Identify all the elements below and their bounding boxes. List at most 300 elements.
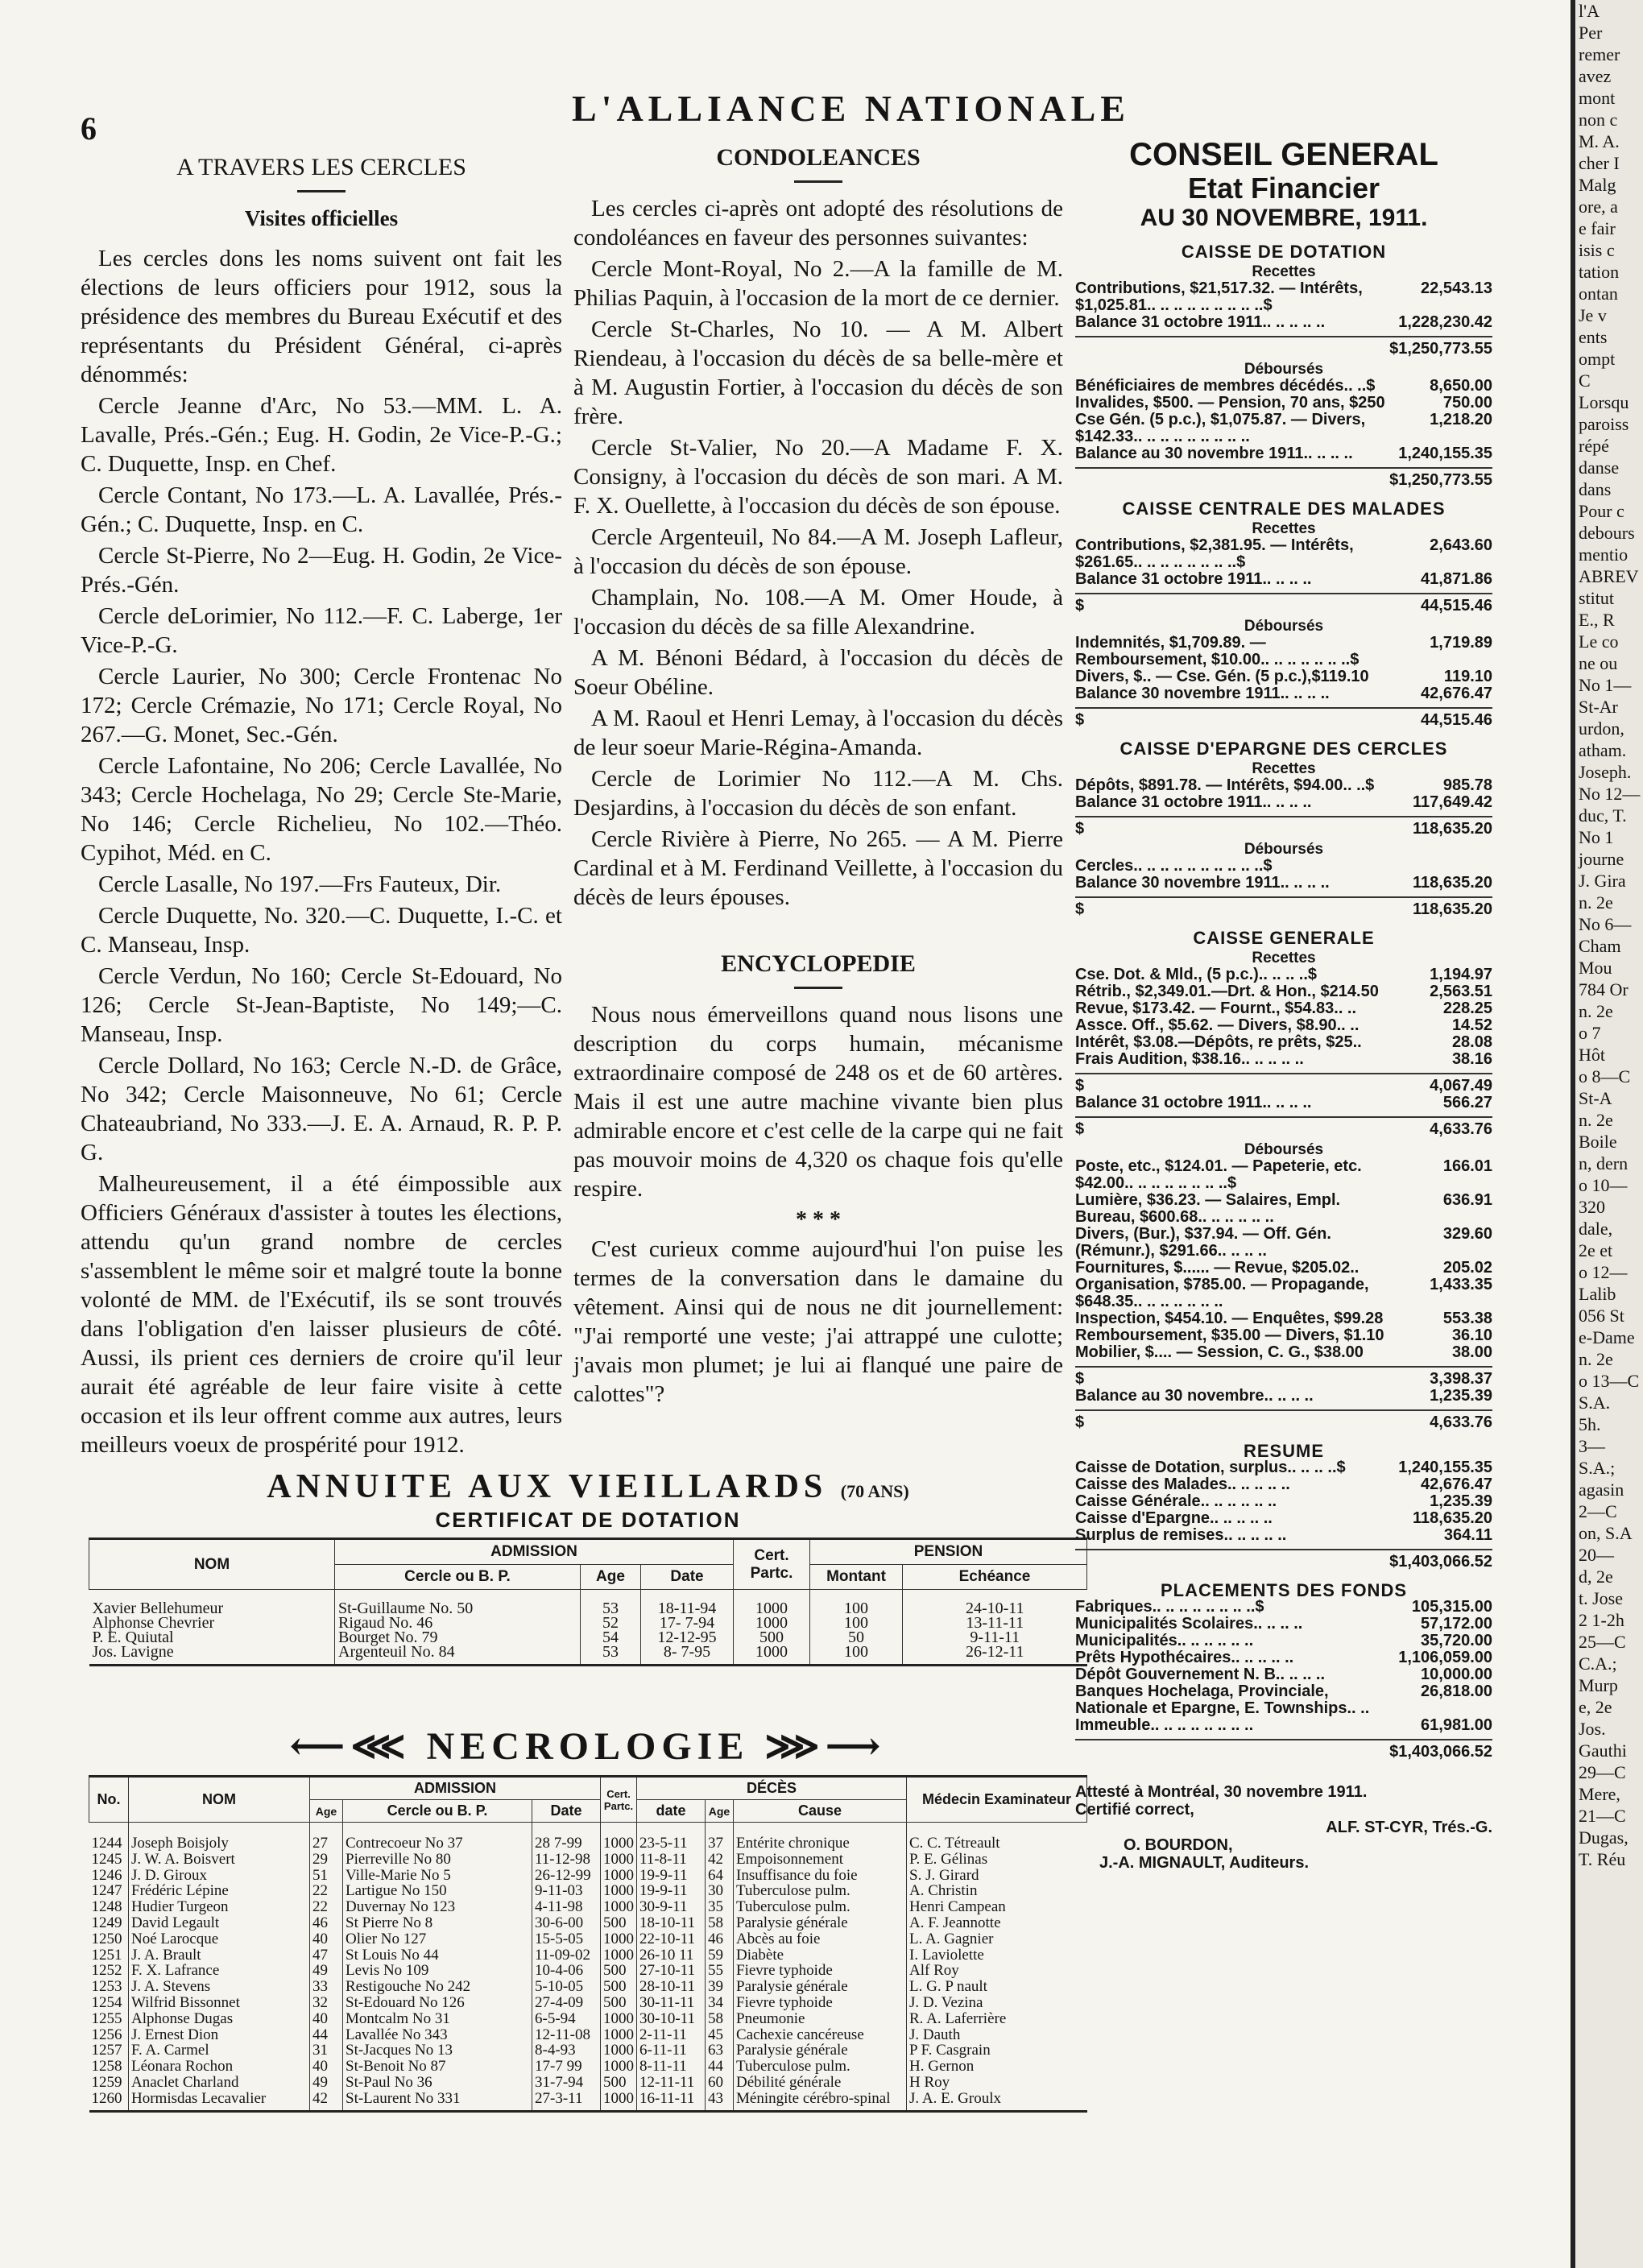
finance-line — [1075, 1310, 1492, 1327]
finance-line — [1075, 1683, 1492, 1717]
column-condoleances — [573, 143, 1063, 1411]
adjacent-page-line: S.A.; — [1579, 1458, 1616, 1478]
finance-line-label: Balance 30 novembre 1911.. .. .. .. — [1075, 685, 1330, 702]
adjacent-page-line: debours — [1579, 523, 1635, 543]
th-no: No. — [89, 1777, 129, 1823]
adjacent-page-line: dans — [1579, 479, 1612, 499]
necro-col-deces-age: 37 42 64 30 35 58 46 59 55 39 34 58 45 63 44 60 43 — [706, 1823, 734, 2112]
finance-line-amount: 44,515.46 — [1421, 711, 1492, 729]
finance-line — [1075, 314, 1492, 331]
finance-line — [1075, 1226, 1492, 1260]
adjacent-page-line: 29—C — [1579, 1762, 1626, 1782]
adjacent-page-fragment — [1571, 0, 1643, 2268]
finance-line-amount: 1,106,059.00 — [1398, 1649, 1492, 1666]
adjacent-page-line: dale, — [1579, 1219, 1613, 1239]
condoleances-paragraph: Cercle Rivière à Pierre, No 265. — A M. Pierre Cardinal et à M. Ferdinand Veillette, à l'occasion du décès de leurs épouses. — [573, 826, 1063, 910]
finance-line-label: $ — [1075, 820, 1085, 838]
adjacent-page-line: 20— — [1579, 1545, 1614, 1565]
finance-subtitle: Etat Financier — [1187, 172, 1380, 205]
th-date: Date — [532, 1800, 601, 1823]
attest-line: Attesté à Montréal, 30 novembre 1911. — [1075, 1783, 1368, 1801]
finance-line — [1075, 1666, 1492, 1683]
finance-line-amount: 1,218.20 — [1430, 411, 1492, 428]
masthead: L'ALLIANCE NATIONALE — [572, 88, 1130, 129]
finance-line-label: Bénéficiaires de membres décédés.. ..$ — [1075, 377, 1376, 395]
finance-line — [1075, 1739, 1492, 1761]
finance-subsection-title: Déboursés — [1244, 1141, 1324, 1158]
adjacent-page-line: d, 2e — [1579, 1566, 1613, 1587]
finance-line-label: Caisse Générale.. .. .. .. .. .. — [1075, 1492, 1277, 1510]
finance-line — [1075, 794, 1492, 811]
condoleances-paragraph: A M. Raoul et Henri Lemay, à l'occasion du décès de leur soeur Marie-Régina-Amanda. — [573, 706, 1063, 760]
finance-line-label: $ — [1075, 711, 1085, 729]
adjacent-page-line: 056 St — [1579, 1306, 1624, 1326]
necro-col-age: 27 29 51 22 22 46 40 47 49 33 32 40 44 31 40 49 42 — [310, 1823, 343, 2112]
finance-line-amount: 118,635.20 — [1413, 1509, 1492, 1527]
finance-line — [1075, 1493, 1492, 1510]
finance-line-label: Assce. Off., $5.62. — Divers, $8.90.. .. — [1075, 1016, 1360, 1034]
th-cert: Cert. Partc. — [734, 1539, 810, 1590]
finance-line-label: $ — [1075, 1120, 1085, 1138]
finance-line — [1075, 1116, 1492, 1138]
finance-line-label: Contributions, $21,517.32. — Intérêts, $1,025.81.. .. .. .. .. .. .. .. ..$ — [1075, 279, 1363, 314]
finance-line-amount: 1,235.39 — [1430, 1387, 1492, 1405]
adjacent-page-line: o 7 — [1579, 1023, 1601, 1043]
adjacent-page-line: 5h. — [1579, 1414, 1601, 1434]
finance-line-amount: 10,000.00 — [1421, 1666, 1492, 1683]
finance-line — [1075, 896, 1492, 918]
finance-line-amount: 1,235.39 — [1430, 1492, 1492, 1510]
adjacent-page-line: 320 — [1579, 1197, 1605, 1217]
finance-line — [1075, 1717, 1492, 1734]
adjacent-page-line: n, dern — [1579, 1153, 1629, 1173]
th-montant: Montant — [810, 1565, 903, 1590]
adjacent-page-line: l'A — [1579, 1, 1600, 21]
finance-line-amount: 41,871.86 — [1421, 570, 1492, 588]
adjacent-page-line: 2e et — [1579, 1240, 1613, 1260]
adjacent-page-line: o 10— — [1579, 1175, 1628, 1195]
finance-line — [1075, 1649, 1492, 1666]
cercles-paragraph: Cercle Jeanne d'Arc, No 53.—MM. L. A. Lavalle, Prés.-Gén.; Eug. H. Godin, 2e Vice-P.-G.; C. Duquette, Insp. en Chef. — [81, 393, 562, 477]
annuity-body — [89, 1590, 1087, 1666]
th-cert: Cert. Partc. — [601, 1777, 637, 1823]
finance-line-label: $ — [1075, 1370, 1085, 1388]
finance-line-label: Surplus de remises.. .. .. .. .. — [1075, 1526, 1287, 1544]
finance-line-label: Banques Hochelaga, Provinciale, Nationale et Epargne, E. Townships.. .. — [1075, 1682, 1370, 1717]
finance-line — [1075, 1599, 1492, 1616]
finance-line-amount: 750.00 — [1442, 394, 1492, 412]
cercles-paragraph: Cercle Lafontaine, No 206; Cercle Lavallée, No 343; Cercle Hochelaga, No 29; Cercle Ste-Marie, No 146; Cercle Richelieu, No 102.—Théo. Cypihot, Méd. en C. — [81, 753, 562, 866]
finance-line — [1075, 635, 1492, 668]
finance-line-label: Rétrib., $2,349.01.—Drt. & Hon., $214.50 — [1075, 983, 1379, 1000]
attestation — [1075, 1783, 1492, 1872]
finance-line-amount: 1,228,230.42 — [1398, 313, 1492, 331]
finance-line-label: Balance 31 octobre 1911.. .. .. .. .. — [1075, 313, 1326, 331]
finance-line-amount: 57,172.00 — [1421, 1615, 1492, 1633]
finance-subsection-title: Déboursés — [1244, 618, 1324, 635]
financial-statement — [1075, 137, 1492, 1872]
finance-line — [1075, 1409, 1492, 1431]
finance-line-label: Caisse d'Epargne.. .. .. .. .. — [1075, 1509, 1273, 1527]
finance-line — [1075, 707, 1492, 729]
finance-line — [1075, 1158, 1492, 1192]
adjacent-page-line: ompt — [1579, 349, 1616, 369]
condoleances-paragraph: Cercle St-Charles, No 10. — A M. Albert Riendeau, à l'occasion du décès de sa belle-mère et à M. Augustin Fortier, à l'occasion du décès de son frère. — [573, 317, 1063, 429]
finance-line-amount: 985.78 — [1442, 776, 1492, 794]
finance-section-title: CAISSE GENERALE — [1193, 928, 1375, 948]
finance-line-label: Prêts Hypothécaires.. .. .. .. .. — [1075, 1649, 1294, 1666]
adjacent-page-line: o 12— — [1579, 1262, 1628, 1282]
finance-line — [1075, 280, 1492, 314]
cercles-paragraph: Les cercles dons les noms suivent ont fait les élections de leurs officiers pour 1912, sous la présidence des membres du Bureau Exécutif et des représentants du Président Général, ci-après dénommés: — [81, 246, 562, 387]
arrow-left-icon: ⟵⋘ — [289, 1725, 427, 1768]
finance-line-amount: 3,398.37 — [1430, 1370, 1492, 1388]
encyclopedie-paragraphs — [573, 1000, 1063, 1203]
treasurer-signature: ALF. ST-CYR, Trés.-G. — [1326, 1819, 1492, 1836]
th-cercle: Cercle ou B. P. — [343, 1800, 532, 1823]
cercles-paragraph: Cercle Lasalle, No 197.—Frs Fauteux, Dir. — [98, 871, 502, 897]
finance-line-label: Balance 30 novembre 1911.. .. .. .. — [1075, 874, 1330, 892]
finance-line-amount: 42,676.47 — [1421, 1475, 1492, 1493]
necro-col-cert: 1000 1000 1000 1000 1000 500 1000 1000 500 500 500 1000 1000 1000 1000 500 1000 — [601, 1823, 637, 2112]
adjacent-page-line: répé — [1579, 436, 1609, 456]
adjacent-page-line: Gauthi — [1579, 1740, 1627, 1761]
finance-line-label: Invalides, $500. — Pension, 70 ans, $250 — [1075, 394, 1385, 412]
necrologie-table — [89, 1775, 1087, 2113]
adjacent-page-line: atham. — [1579, 740, 1627, 760]
finance-line-amount: 228.25 — [1442, 999, 1492, 1017]
annuity-title-text: ANNUITE AUX VIEILLARDS — [267, 1468, 828, 1505]
finance-line-amount: 1,194.97 — [1430, 966, 1492, 983]
finance-line — [1075, 1633, 1492, 1649]
annuity-title-small: (70 ANS) — [840, 1481, 909, 1501]
finance-line — [1075, 445, 1492, 462]
attest-certified: Certifié correct, — [1075, 1801, 1194, 1819]
finance-section-title: RESUME — [1243, 1441, 1325, 1461]
adjacent-page-line: 2—C — [1579, 1501, 1617, 1521]
adjacent-page-line: 21—C — [1579, 1806, 1626, 1826]
th-deces: DÉCÈS — [637, 1777, 907, 1800]
adjacent-page-line: n. 2e — [1579, 1001, 1613, 1021]
finance-line-amount: 38.16 — [1451, 1050, 1492, 1068]
annuity-col-cert: 1000 1000 500 1000 — [734, 1590, 810, 1666]
adjacent-page-line: Je v — [1579, 305, 1607, 325]
condoleances-paragraph: A M. Bénoni Bédard, à l'occasion du décès de Soeur Obéline. — [573, 645, 1063, 700]
finance-subsection-title: Recettes — [1252, 263, 1316, 280]
finance-line-amount: 1,240,155.35 — [1398, 445, 1492, 462]
annuity-col-age: 53 52 54 53 — [581, 1590, 641, 1666]
finance-line-amount — [1388, 858, 1492, 875]
th-cercle: Cercle ou B. P. — [335, 1565, 581, 1590]
condoleances-paragraph: Cercle St-Valier, No 20.—A Madame F. X. Consigny, à l'occasion du décès de son mari. A M. F. X. Ouellette, à l'occasion du décès de son épouse. — [573, 435, 1063, 519]
necro-col-no: 1244 1245 1246 1247 1248 1249 1250 1251 1252 1253 1254 1255 1256 1257 1258 1259 1260 — [91, 1835, 122, 2107]
adjacent-page-line: ne ou — [1579, 653, 1618, 673]
adjacent-page-line: cher I — [1579, 153, 1620, 173]
th-nom: NOM — [89, 1539, 335, 1590]
adjacent-page-line: remer — [1579, 44, 1620, 64]
finance-line-amount: 4,633.76 — [1430, 1120, 1492, 1138]
finance-line — [1075, 1344, 1492, 1361]
finance-line-label: Cse. Dot. & Mld., (5 p.c.).. .. .. ..$ — [1075, 966, 1318, 983]
finance-line-amount: 2,563.51 — [1430, 983, 1492, 1000]
section-title-cercles: A TRAVERS LES CERCLES — [176, 154, 466, 180]
finance-line-label: Organisation, $785.00. — Propagande, $648.35.. .. .. .. .. .. .. — [1075, 1276, 1369, 1310]
annuity-row — [89, 1590, 1087, 1666]
condoleances-paragraphs — [573, 194, 1063, 912]
cercles-paragraph: Cercle Contant, No 173.—L. A. Lavallée, Prés.-Gén.; C. Duquette, Insp. en C. — [81, 482, 562, 537]
finance-line — [1075, 1095, 1492, 1111]
adjacent-page-line: ontan — [1579, 284, 1618, 304]
adjacent-page-line: journe — [1579, 849, 1624, 869]
cercles-paragraph: Cercle Verdun, No 160; Cercle St-Edouard, No 126; Cercle St-Jean-Baptiste, No 149;—C. Manseau, Insp. — [81, 963, 562, 1047]
adjacent-page-line: No 6— — [1579, 914, 1632, 934]
adjacent-page-line: No 1— — [1579, 675, 1632, 695]
adjacent-page-line: 784 Or — [1579, 979, 1629, 999]
annuity-section — [89, 1467, 1087, 1666]
finance-line-amount: 1,719.89 — [1430, 634, 1492, 652]
adjacent-page-line: Hôt — [1579, 1045, 1605, 1065]
finance-section-title: CAISSE CENTRALE DES MALADES — [1122, 499, 1446, 519]
condoleances-paragraph: Les cercles ci-après ont adopté des résolutions de condoléances en faveur des personnes suivantes: — [573, 196, 1063, 250]
finance-line-label: Fournitures, $...... — Revue, $205.02.. — [1075, 1259, 1360, 1277]
finance-line — [1075, 1388, 1492, 1405]
finance-line-amount: 118,635.20 — [1413, 820, 1492, 838]
adjacent-page-line: St-Ar — [1579, 697, 1618, 717]
finance-line — [1075, 1549, 1492, 1571]
necro-col-cercle: Contrecoeur No 37 Pierreville No 80 Ville-Marie No 5 Lartigue No 150 Duvernay No 123 St Pierre No 8 Olier No 127 St Louis No 44 Levis No 109 Restigouche No 242 St-Edouard No 126 Montcalm No 31 Lavallée No 343 St-Jacques No 13 St-Benoit No 87 St-Paul No 36 St-Laurent No 331 — [343, 1823, 532, 2112]
finance-line — [1075, 1459, 1492, 1476]
encyclopedie-paragraph: C'est curieux comme aujourd'hui l'on puise les termes de la conversation dans le damaine du vêtement. Ainsi qui de nous ne dit journellement: "J'ai remporté une veste; j'ai attrappé une culotte; j'avais mon plumet; je lui ai flanqué une paire de calottes"? — [573, 1236, 1063, 1407]
annuity-subtitle: CERTIFICAT DE DOTATION — [435, 1508, 741, 1532]
finance-line-label: Mobilier, $.... — Session, C. G., $38.00 — [1075, 1343, 1364, 1361]
finance-line-amount: 2,643.60 — [1430, 536, 1492, 554]
adjacent-page-line: agasin — [1579, 1480, 1624, 1500]
finance-line — [1075, 858, 1492, 875]
finance-line-amount: 4,633.76 — [1430, 1413, 1492, 1431]
adjacent-page-line: Cham — [1579, 936, 1621, 956]
finance-subsection-title: Déboursés — [1244, 361, 1324, 378]
adjacent-page-line: T. Réu — [1579, 1849, 1626, 1869]
finance-line-label: Cse Gén. (5 p.c.), $1,075.87. — Divers, $142.33.. .. .. .. .. .. .. .. .. — [1075, 411, 1366, 445]
th-echeance: Echéance — [903, 1565, 1087, 1590]
adjacent-page-line: o 8—C — [1579, 1066, 1631, 1086]
finance-line — [1075, 1366, 1492, 1388]
encyclopedie-paragraphs-2 — [573, 1235, 1063, 1409]
adjacent-page-line: St-A — [1579, 1088, 1612, 1108]
adjacent-page-line: urdon, — [1579, 718, 1624, 739]
adjacent-page-line: ore, a — [1579, 197, 1618, 217]
finance-sections — [1075, 243, 1492, 1761]
adjacent-page-line: mont — [1579, 88, 1616, 108]
finance-line — [1075, 593, 1492, 615]
adjacent-page-line: No 12— — [1579, 784, 1641, 804]
adjacent-page-line: Joseph. — [1579, 762, 1632, 782]
adjacent-page-line: M. A. — [1579, 131, 1620, 151]
annuity-col-echeance: 24-10-11 13-11-11 9-11-11 26-12-11 — [903, 1590, 1087, 1666]
adjacent-page-line: paroiss — [1579, 414, 1629, 434]
adjacent-page-line: Jos. — [1579, 1719, 1606, 1739]
finance-line-label: Balance au 30 novembre.. .. .. .. — [1075, 1387, 1314, 1405]
adjacent-page-line: No 1 — [1579, 827, 1614, 847]
adjacent-page-line: 3— — [1579, 1436, 1605, 1456]
finance-line-amount: 636.91 — [1442, 1191, 1492, 1209]
finance-title: CONSEIL GENERAL — [1129, 137, 1438, 172]
finance-line-label: Revue, $173.42. — Fournt., $54.83.. .. — [1075, 999, 1357, 1017]
finance-line-amount: 329.60 — [1442, 1225, 1492, 1243]
adjacent-page-line: Mere, — [1579, 1784, 1620, 1804]
finance-line-label: Dépôt Gouvernement N. B.. .. .. .. — [1075, 1666, 1326, 1683]
finance-line-label — [1075, 341, 1388, 358]
finance-line-amount: 105,315.00 — [1411, 1598, 1492, 1616]
annuity-col-date: 18-11-94 17- 7-94 12-12-95 8- 7-95 — [641, 1590, 734, 1666]
necro-col-deces-date: 23-5-11 11-8-11 19-9-11 19-9-11 30-9-11 18-10-11 22-10-11 26-10 11 27-10-11 28-10-11 30-11-11 30-10-11 2-11-11 6-11-11 8-11-11 12-11-11 16-11-11 — [637, 1823, 706, 2112]
condoleances-paragraph: Cercle Mont-Royal, No 2.—A la famille de M. Philias Paquin, à l'occasion de la mort de ce dernier. — [573, 256, 1063, 311]
finance-line-amount: 36.10 — [1451, 1326, 1492, 1344]
adjacent-page-line: n. 2e — [1579, 1110, 1613, 1130]
adjacent-page-line: Le co — [1579, 631, 1619, 652]
adjacent-page-line: on, S.A — [1579, 1523, 1633, 1543]
finance-line-label: $ — [1075, 597, 1085, 615]
necrologie-title — [89, 1724, 1087, 1769]
necro-col-nom: Joseph Boisjoly J. W. A. Boisvert J. D. Giroux Frédéric Lépine Hudier Turgeon David Legault Noé Larocque J. A. Brault F. X. Lafrance J. A. Stevens Wilfrid Bissonnet Alphonse Dugas J. Ernest Dion F. A. Carmel Léonara Rochon Anaclet Charland Hormisdas Lecavalier — [129, 1823, 310, 2112]
finance-line-amount: 35,720.00 — [1421, 1632, 1492, 1649]
finance-line-label: Divers, $.. — Cse. Gén. (5 p.c.),$119.10 — [1075, 668, 1369, 685]
adjacent-page-line: stitut — [1579, 588, 1615, 608]
finance-section-title: PLACEMENTS DES FONDS — [1160, 1580, 1408, 1600]
adjacent-page-line: mentio — [1579, 544, 1629, 565]
adjacent-page-line: 2 1-2h — [1579, 1610, 1624, 1630]
finance-line-amount: 118,635.20 — [1413, 900, 1492, 918]
adjacent-page-line: Malg — [1579, 175, 1616, 195]
finance-line — [1075, 1073, 1492, 1095]
finance-line-label: Indemnités, $1,709.89. — Remboursement, $10.00.. .. .. .. .. .. ..$ — [1075, 634, 1360, 668]
finance-line-amount: 118,635.20 — [1413, 874, 1492, 892]
necro-col-date: 28 7-99 11-12-98 26-12-99 9-11-03 4-11-98 30-6-00 15-5-05 11-09-02 10-4-06 5-10-05 27-4-09 6-5-94 12-11-08 8-4-93 17-7 99 31-7-94 27-3-11 — [532, 1823, 601, 2112]
finance-subsection-title: Recettes — [1252, 760, 1316, 777]
finance-line-label: Fabriques.. .. .. .. .. .. .. ..$ — [1075, 1598, 1264, 1616]
finance-line — [1075, 1000, 1492, 1017]
finance-line — [1075, 1260, 1492, 1277]
adjacent-page-line: Dugas, — [1579, 1827, 1629, 1848]
divider — [794, 987, 842, 989]
finance-line-label — [1075, 1744, 1388, 1761]
encyclopedie-paragraph: Nous nous émerveillons quand nous lisons une description du corps humain, mécanisme extraordinaire composé de 248 os et de 60 artères. Mais il est une autre machine vivante bien plus admirable encore et c'est celle de la carpe qui ne fait pas mouvoir moins de 4,320 os chaque fois qu'elle respire. — [573, 1002, 1063, 1202]
th-admission: ADMISSION — [335, 1539, 734, 1565]
arrow-right-icon: ⋙⟶ — [764, 1725, 887, 1768]
adjacent-page-line: Per — [1579, 23, 1603, 43]
finance-line-label: Frais Audition, $38.16.. .. .. .. .. — [1075, 1050, 1304, 1068]
finance-line-label: $ — [1075, 1413, 1085, 1431]
finance-line-amount: 364.11 — [1443, 1526, 1492, 1544]
finance-line-amount: 119.10 — [1443, 668, 1492, 685]
finance-line-label: Balance 31 octobre 1911.. .. .. .. — [1075, 570, 1312, 588]
finance-line-label: Cercles.. .. .. .. .. .. .. .. .. ..$ — [1075, 857, 1273, 875]
finance-line — [1075, 983, 1492, 1000]
finance-line-amount: 1,240,155.35 — [1398, 1459, 1492, 1476]
adjacent-page-line: 25—C — [1579, 1632, 1626, 1652]
adjacent-page-line: Mou — [1579, 958, 1612, 978]
finance-line — [1075, 1192, 1492, 1226]
finance-line — [1075, 966, 1492, 983]
finance-subsection-title: Déboursés — [1244, 841, 1324, 858]
cercles-paragraphs — [81, 244, 562, 1459]
finance-subsection-title: Recettes — [1252, 950, 1316, 966]
th-age: Age — [310, 1800, 343, 1823]
finance-line — [1075, 816, 1492, 838]
adjacent-page-line: e-Dame — [1579, 1327, 1635, 1347]
finance-line-amount: 38.00 — [1451, 1343, 1492, 1361]
annuity-col-montant: 100 100 50 100 — [810, 1590, 903, 1666]
stars-separator: * * * — [796, 1207, 841, 1232]
finance-line-label: Immeuble.. .. .. .. .. .. .. .. — [1075, 1716, 1254, 1734]
finance-line-amount: 28.08 — [1451, 1033, 1492, 1051]
finance-line-label: Remboursement, $35.00 — Divers, $1.10 — [1075, 1326, 1384, 1344]
section-title-condoleances: CONDOLEANCES — [716, 144, 921, 171]
condoleances-paragraph: Cercle de Lorimier No 112.—A M. Chs. Desjardins, à l'occasion du décès de son enfant. — [573, 766, 1063, 821]
cercles-paragraph: Cercle Laurier, No 300; Cercle Frontenac No 172; Cercle Crémazie, No 171; Cercle Royal, No 267.—G. Monet, Sec.-Gén. — [81, 664, 562, 747]
cercles-paragraph: Cercle St-Pierre, No 2—Eug. H. Godin, 2e Vice-Prés.-Gén. — [81, 543, 562, 598]
finance-line — [1075, 875, 1492, 892]
necrologie-title-text: NECROLOGIE — [426, 1725, 750, 1768]
finance-date: AU 30 NOVEMBRE, 1911. — [1140, 205, 1428, 231]
finance-line-amount: 4,067.49 — [1430, 1077, 1492, 1095]
th-cause: Cause — [734, 1800, 907, 1823]
finance-line-label: Balance au 30 novembre 1911.. .. .. .. — [1075, 445, 1353, 462]
th-deces-date: date — [637, 1800, 706, 1823]
necro-col-cause: Entérite chronique Empoisonnement Insuffisance du foie Tuberculose pulm. Tuberculose pulm. Paralysie générale Abcès au foie Diabète Fievre typhoide Paralysie générale Fievre typhoide Pneumonie Cachexie cancéreuse Paralysie générale Tuberculose pulm. Débilité générale Méningite cérébro-spinal — [734, 1823, 907, 2112]
finance-line — [1075, 1527, 1492, 1544]
finance-line — [1075, 1327, 1492, 1344]
finance-line-label: $ — [1075, 900, 1085, 918]
finance-line-label: Municipalités Scolaires.. .. .. .. — [1075, 1615, 1303, 1633]
finance-line-amount: $1,403,066.52 — [1389, 1743, 1492, 1761]
finance-line — [1075, 1616, 1492, 1633]
adjacent-page-line: Boile — [1579, 1132, 1617, 1152]
finance-line-label: Caisse de Dotation, surplus.. .. .. ..$ — [1075, 1459, 1346, 1476]
cercles-paragraph: Cercle Duquette, No. 320.—C. Duquette, I.-C. et C. Manseau, Insp. — [81, 903, 562, 958]
finance-line-amount: 166.01 — [1442, 1157, 1492, 1175]
finance-line — [1075, 1034, 1492, 1051]
finance-line-label: Contributions, $2,381.95. — Intérêts, $261.65.. .. .. .. .. .. .. ..$ — [1075, 536, 1354, 571]
adjacent-page-line: Lorsqu — [1579, 392, 1629, 412]
finance-line — [1075, 685, 1492, 702]
finance-line-amount: $1,250,773.55 — [1389, 340, 1492, 358]
adjacent-page-line: non c — [1579, 110, 1618, 130]
finance-line-amount: 8,650.00 — [1430, 377, 1492, 395]
finance-line-label — [1075, 1554, 1388, 1571]
annuity-col-cercle: St-Guillaume No. 50 Rigaud No. 46 Bourget No. 79 Argenteuil No. 84 — [335, 1590, 581, 1666]
finance-line-label: Balance 31 octobre 1911.. .. .. .. — [1075, 793, 1312, 811]
adjacent-page-line: t. Jose — [1579, 1588, 1623, 1608]
adjacent-page-line: C.A.; — [1579, 1653, 1617, 1674]
finance-subsection-title: Recettes — [1252, 520, 1316, 537]
finance-line-label: Municipalités.. .. .. .. .. .. — [1075, 1632, 1254, 1649]
divider — [297, 190, 346, 192]
finance-line-label: Inspection, $454.10. — Enquêtes, $99.28 — [1075, 1310, 1384, 1327]
finance-line — [1075, 777, 1492, 794]
adjacent-page-line: duc, T. — [1579, 805, 1627, 826]
auditor-2: J.-A. MIGNAULT, Auditeurs. — [1099, 1854, 1309, 1872]
finance-line-label: Intérêt, $3.08.—Dépôts, re prêts, $25.. — [1075, 1033, 1362, 1051]
th-nom: NOM — [129, 1777, 310, 1823]
finance-line — [1075, 571, 1492, 588]
finance-line — [1075, 395, 1492, 412]
adjacent-page-line: Pour c — [1579, 501, 1624, 521]
page-number: 6 — [81, 110, 97, 147]
finance-line-label: $ — [1075, 1077, 1085, 1095]
finance-line-amount: 14.52 — [1451, 1016, 1492, 1034]
finance-line-amount: 205.02 — [1442, 1259, 1492, 1277]
